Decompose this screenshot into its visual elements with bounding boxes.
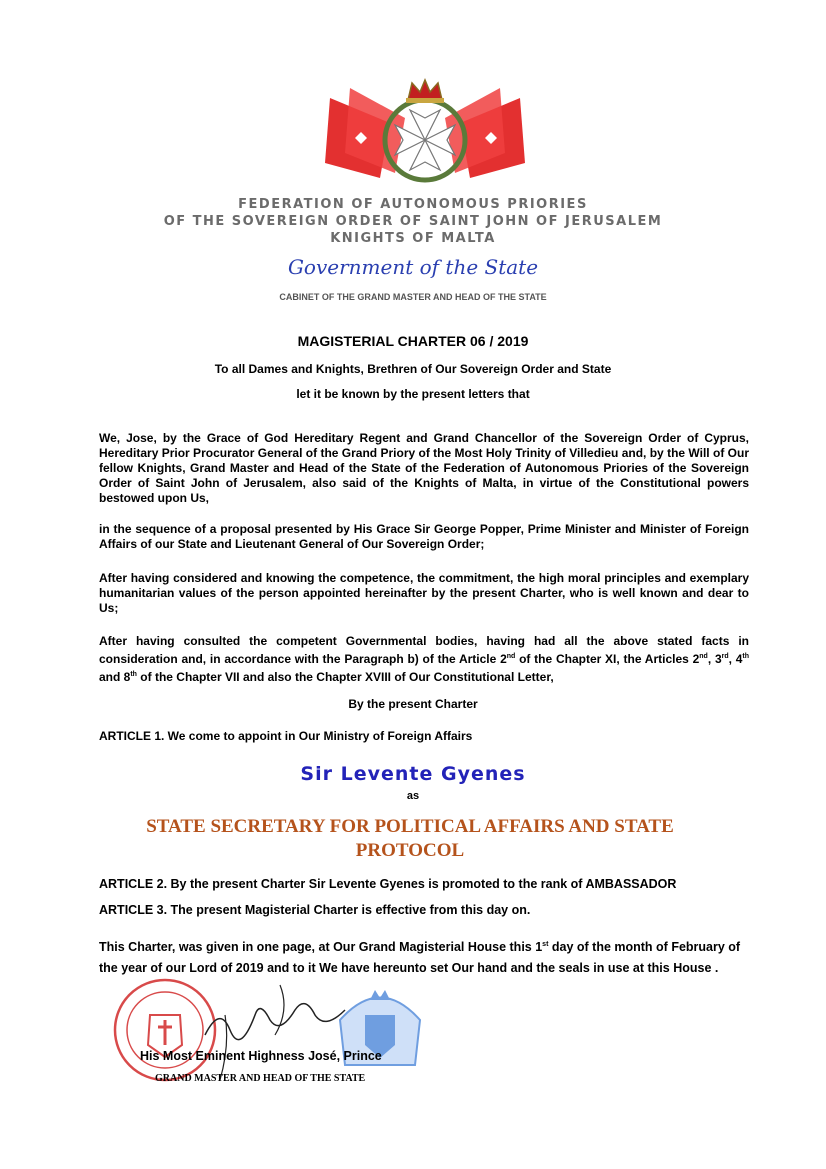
appointed-position: STATE SECRETARY FOR POLITICAL AFFAIRS AND STATE PROTOCOL — [146, 816, 674, 861]
paragraph-preamble: We, Jose, by the Grace of God Hereditary Regent and Grand Chancellor of the Sovereign Order of Cyprus, Hereditary Prior Procurator General of the Grand Priory of the Most Holy Trinity of Villedieu and, by the Will of Our fellow Knights, Grand Master and Head of the State of the Federation of Autonomous Priories of the Sovereign Order of Saint John of Jerusalem, also said of the Knights of Malta, in virtue of the Constitutional powers bestowed upon Us, — [99, 431, 749, 505]
paragraph-consulted: After having consulted the competent Governmental bodies, having had all the above stated facts in consideration and, in accordance with the Paragraph b) of the Article 2nd of the Chapter XI, the Articles 2nd, 3rd, 4th and 8th of the Chapter VII and also the Chapter XVIII of Our Constitutional Letter, — [99, 634, 750, 684]
article-2: ARTICLE 2. By the present Charter Sir Levente Gyenes is promoted to the rank of AMBASSADOR — [99, 877, 677, 891]
charter-title: MAGISTERIAL CHARTER 06 / 2019 — [297, 333, 529, 349]
signer-name: His Most Eminent Highness José, Prince — [140, 1049, 382, 1063]
cabinet-heading: CABINET OF THE GRAND MASTER AND HEAD OF THE STATE — [279, 292, 547, 302]
org-name-line-1: FEDERATION OF AUTONOMOUS PRIORIES — [238, 197, 588, 212]
paragraph-competence: After having considered and knowing the competence, the commitment, the high moral principles and exemplary humanitarian values of the person appointed hereinafter by the present Charter, who is well known and dear to Us; — [99, 571, 749, 615]
article-1: ARTICLE 1. We come to appoint in Our Ministry of Foreign Affairs — [99, 729, 473, 743]
paragraph-proposal: in the sequence of a proposal presented by His Grace Sir George Popper, Prime Minister and Minister of Foreign Affairs of our State and Lieutenant General of Our Sovereign Order; — [99, 522, 749, 551]
order-crest-logo — [320, 78, 530, 193]
charter-address: To all Dames and Knights, Brethren of Our Sovereign Order and State — [214, 362, 612, 376]
as-label: as — [406, 790, 420, 802]
charter-known: let it be known by the present letters that — [296, 387, 530, 401]
org-name-line-3: KNIGHTS OF MALTA — [330, 231, 496, 246]
signer-title: GRAND MASTER AND HEAD OF THE STATE — [155, 1073, 366, 1084]
appointee-name: Sir Levente Gyenes — [300, 763, 526, 785]
by-present-charter: By the present Charter — [348, 697, 478, 711]
handwritten-signature — [200, 975, 350, 1085]
article-3: ARTICLE 3. The present Magisterial Charter is effective from this day on. — [99, 903, 531, 917]
given-statement: This Charter, was given in one page, at Our Grand Magisterial House this 1st day of the month of February of the year of our Lord of 2019 and to it We have hereunto set Our hand and the seals in use at this House . — [99, 940, 741, 976]
org-name-line-2: OF THE SOVEREIGN ORDER OF SAINT JOHN OF JERUSALEM — [163, 214, 663, 229]
government-heading: Government of the State — [287, 255, 539, 279]
